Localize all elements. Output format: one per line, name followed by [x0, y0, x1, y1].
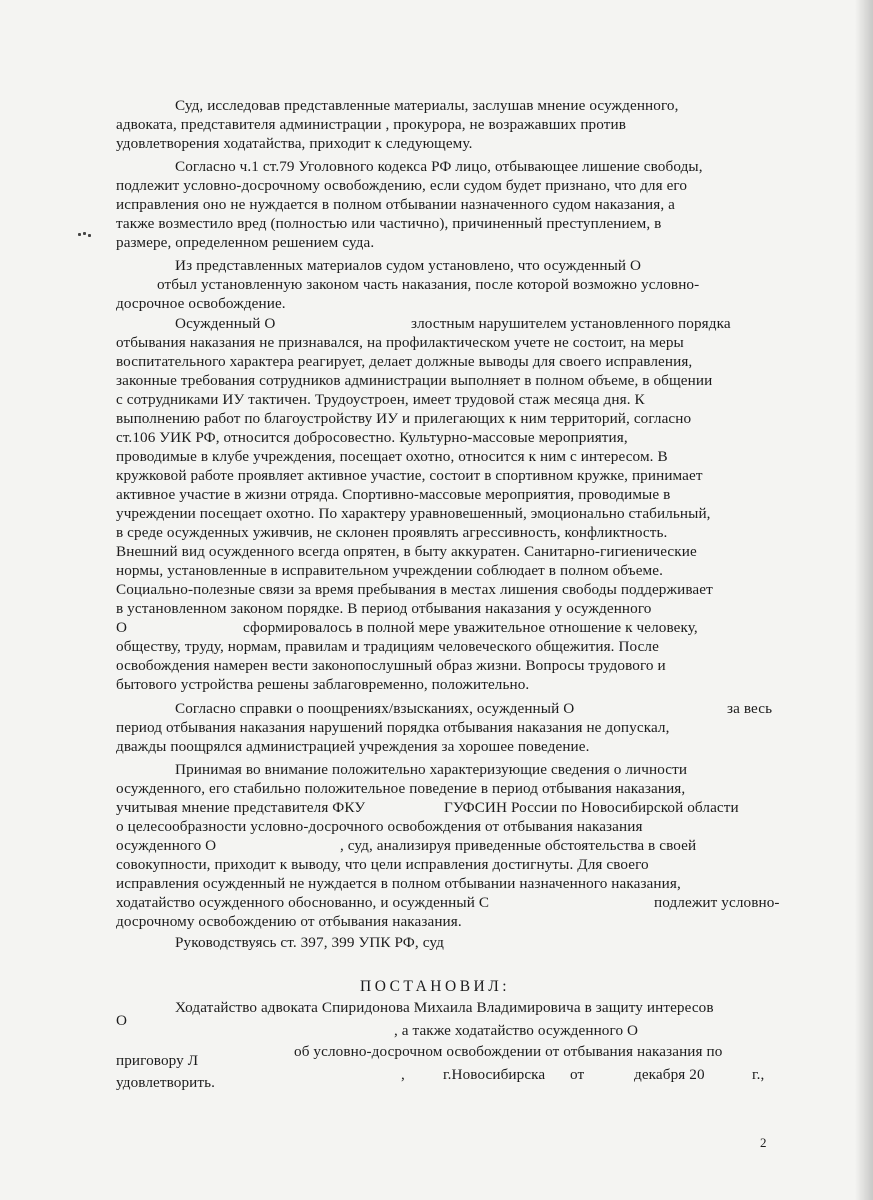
paragraph-text-line: бытового устройства решены заблаговременно, положительно. — [116, 676, 530, 693]
paragraph-text-line: ст.106 УИК РФ, относится добросовестно. Культурно-массовые мероприятия, — [116, 429, 628, 446]
paragraph-text-line: учреждении посещает охотно. По характеру уравновешенный, эмоционально стабильный, — [116, 505, 711, 522]
paragraph-text-line: подлежит условно-досрочному освобождению, если судом будет признано, что для его — [116, 177, 688, 194]
paragraph-text-line: О — [116, 619, 128, 636]
paragraph-text-line: период отбывания наказания нарушений порядка отбывания наказания не допускал, — [116, 719, 670, 736]
scan-edge-shadow — [855, 0, 873, 1200]
paragraph-text-line: Согласно справки о поощрениях/взысканиях, осужденный О — [175, 700, 575, 717]
ruling-heading: ПОСТАНОВИЛ: — [360, 978, 511, 995]
resolution-text-line: удовлетворить. — [116, 1074, 216, 1091]
resolution-text-line: , — [401, 1066, 405, 1083]
paragraph-text-line: обществу, труду, нормам, правилам и традициям человеческого общежития. После — [116, 638, 659, 655]
paragraph-text-line: за весь — [727, 700, 773, 717]
paragraph-text-line: ГУФСИН России по Новосибирской области — [444, 799, 739, 816]
paragraph-text-line: также возместило вред (полностью или частично), причиненный преступлением, в — [116, 215, 662, 232]
paragraph-text-line: совокупности, приходит к выводу, что цели исправления достигнуты. Для своего — [116, 856, 649, 873]
paragraph-text-line: дважды поощрялся администрацией учреждения за хорошее поведение. — [116, 738, 590, 755]
paragraph-text-line: исправления осужденный не нуждается в полном отбывании назначенного наказания, — [116, 875, 681, 892]
paragraph-text-line: выполнению работ по благоустройству ИУ и прилегающих к ним территорий, согласно — [116, 410, 692, 427]
paragraph-text-line: отбыл установленную законом часть наказания, после которой возможно условно- — [157, 276, 700, 293]
scan-speck-mark — [78, 232, 94, 237]
resolution-text-line: г.Новосибирска — [443, 1066, 546, 1083]
paragraph-text-line: удовлетворения ходатайства, приходит к следующему. — [116, 135, 473, 152]
resolution-text-line: Ходатайство адвоката Спиридонова Михаила Владимировича в защиту интересов — [175, 999, 714, 1016]
resolution-text-line: О — [116, 1012, 128, 1029]
paragraph-text-line: ходатайство осужденного обоснованно, и осужденный С — [116, 894, 490, 911]
paragraph-text-line: с сотрудниками ИУ тактичен. Трудоустроен, имеет трудовой стаж месяца дня. К — [116, 391, 645, 408]
paragraph-text-line: воспитательного характера реагирует, делает должные выводы для своего исправления, — [116, 353, 693, 370]
paragraph-text-line: Осужденный О — [175, 315, 276, 332]
paragraph-text-line: досрочному освобождению от отбывания наказания. — [116, 913, 462, 930]
paragraph-text-line: осужденного О — [116, 837, 217, 854]
paragraph-text-line: учитывая мнение представителя ФКУ — [116, 799, 366, 816]
paragraph-text-line: о целесообразности условно-досрочного освобождения от отбывания наказания — [116, 818, 643, 835]
paragraph-text-line: , суд, анализируя приведенные обстоятельства в своей — [340, 837, 697, 854]
resolution-text-line: от — [570, 1066, 585, 1083]
paragraph-text-line: Внешний вид осужденного всегда опрятен, в быту аккуратен. Санитарно-гигиенические — [116, 543, 697, 560]
paragraph-text-line: активное участие в жизни отряда. Спортивно-массовые мероприятия, проводимые в — [116, 486, 671, 503]
paragraph-text-line: досрочное освобождение. — [116, 295, 286, 312]
paragraph-text-line: в установленном законом порядке. В период отбывания наказания у осужденного — [116, 600, 652, 617]
resolution-text-line: г., — [752, 1066, 765, 1083]
paragraph-text-line: адвоката, представителя администрации , прокурора, не возражавших против — [116, 116, 626, 133]
paragraph-text-line: проводимые в клубе учреждения, посещает охотно, относится к ним с интересом. В — [116, 448, 668, 465]
paragraph-text-line: законные требования сотрудников администрации выполняет в полном объеме, в общении — [116, 372, 713, 389]
paragraph-text-line: Руководствуясь ст. 397, 399 УПК РФ, суд — [175, 934, 444, 951]
paragraph-text-line: злостным нарушителем установленного порядка — [411, 315, 731, 332]
resolution-text-line: декабря 20 — [634, 1066, 705, 1083]
paragraph-text-line: Социально-полезные связи за время пребывания в местах лишения свободы поддерживает — [116, 581, 713, 598]
paragraph-text-line: отбывания наказания не признавался, на профилактическом учете не состоит, на меры — [116, 334, 684, 351]
paragraph-text-line: освобождения намерен вести законопослушный образ жизни. Вопросы трудового и — [116, 657, 666, 674]
paragraph-text-line: Суд, исследовав представленные материалы, заслушав мнение осужденного, — [175, 97, 679, 114]
paragraph-text-line: Согласно ч.1 ст.79 Уголовного кодекса РФ лицо, отбывающее лишение свободы, — [175, 158, 703, 175]
paragraph-text-line: кружковой работе проявляет активное участие, состоит в спортивном кружке, принимает — [116, 467, 703, 484]
paragraph-text-line: Из представленных материалов судом установлено, что осужденный О — [175, 257, 642, 274]
paragraph-text-line: подлежит условно- — [654, 894, 780, 911]
resolution-text-line: , а также ходатайство осужденного О — [394, 1022, 639, 1039]
paragraph-text-line: в среде осужденных уживчив, не склонен проявлять агрессивность, конфликтность. — [116, 524, 668, 541]
paragraph-text-line: размере, определенном решением суда. — [116, 234, 375, 251]
page-number: 2 — [760, 1135, 767, 1150]
resolution-text-line: приговору Л — [116, 1052, 199, 1069]
paragraph-text-line: сформировалось в полной мере уважительное отношение к человеку, — [243, 619, 698, 636]
paragraph-text-line: исправления оно не нуждается в полном отбывании назначенного судом наказания, а — [116, 196, 675, 213]
paragraph-text-line: осужденного, его стабильно положительное поведение в период отбывания наказания, — [116, 780, 686, 797]
resolution-text-line: об условно-досрочном освобождении от отбывания наказания по — [294, 1043, 723, 1060]
paragraph-text-line: Принимая во внимание положительно характеризующие сведения о личности — [175, 761, 688, 778]
paragraph-text-line: нормы, установленные в исправительном учреждении соблюдает в полном объеме. — [116, 562, 664, 579]
